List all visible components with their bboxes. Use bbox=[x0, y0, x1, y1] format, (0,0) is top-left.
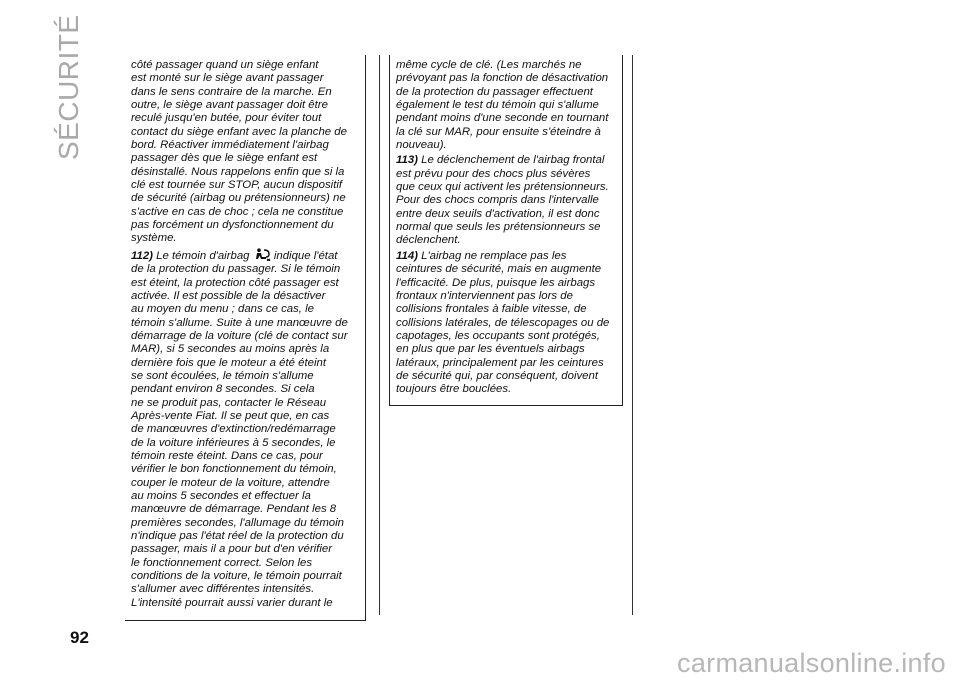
text-line: normal que seuls les prétensionneurs se bbox=[396, 221, 601, 234]
note-112-text-post: indique l'état bbox=[273, 249, 338, 262]
text-line: entre deux seuils d'activation, il est donc bbox=[396, 207, 600, 220]
text-line: désinstallé. Nous rappelons enfin que si la bbox=[131, 165, 345, 178]
text-line: bord. Réactiver immédiatement l'airbag bbox=[131, 139, 329, 152]
text-line: latéraux, principalement par les ceintures bbox=[396, 356, 604, 369]
text-line: témoin reste éteint. Dans ce cas, pour bbox=[131, 449, 323, 462]
text-line: Après-vente Fiat. Il se peut que, en cas bbox=[131, 409, 330, 422]
text-line: témoin s'allume. Suite à une manœuvre de bbox=[131, 316, 348, 329]
text-line: passager, mais il a pour but d'en vérifier bbox=[131, 543, 332, 556]
text-line: Pour des chocs compris dans l'intervalle bbox=[396, 194, 599, 207]
page-number: 92 bbox=[70, 628, 89, 647]
text-line: déclenchent. bbox=[396, 234, 461, 247]
text-line: ceintures de sécurité, mais en augmente bbox=[396, 263, 602, 276]
text-line: s'allumer avec différentes intensités. bbox=[131, 583, 315, 596]
text-line: ne se produit pas, contacter le Réseau bbox=[131, 396, 327, 409]
text-line: est prévu pour des chocs plus sévères bbox=[396, 167, 591, 180]
column-divider-2 bbox=[632, 55, 633, 615]
text-line: pendant environ 8 secondes. Si cela bbox=[131, 383, 315, 396]
text-line: L'intensité pourrait aussi varier durant le bbox=[131, 596, 333, 609]
text-line: capotages, les occupants sont protégés, bbox=[396, 329, 600, 342]
text-line: collisions frontales à faible vitesse, de bbox=[396, 303, 587, 316]
text-line: collisions latérales, de télescopages ou de bbox=[396, 316, 610, 329]
text-line: système. bbox=[131, 232, 177, 245]
text-line: frontaux n'interviennent pas lors de bbox=[396, 289, 573, 302]
text-line: pas forcément un dysfonctionnement du bbox=[131, 219, 334, 232]
text-line: même cycle de clé. (Les marchés ne bbox=[396, 59, 582, 71]
note-114-body bbox=[396, 263, 620, 396]
text-line: vérifier le bon fonctionnement du témoin, bbox=[131, 463, 337, 476]
text-line: MAR), si 5 secondes au moins après la bbox=[131, 343, 330, 356]
text-line: toujours être bouclées. bbox=[396, 383, 512, 396]
text-line: de la voiture inférieures à 5 secondes, le bbox=[131, 436, 336, 449]
text-line: outre, le siège avant passager doit être bbox=[131, 99, 328, 112]
note-112-number: 112) bbox=[131, 249, 153, 262]
text-line: pendant moins d'une seconde en tournant bbox=[396, 112, 609, 125]
note-114-text-first: L'airbag ne remplace pas les bbox=[421, 249, 567, 262]
text-line: est éteint, la protection côté passager est bbox=[131, 276, 339, 289]
text-line: de sécurité qui, par conséquent, doivent bbox=[396, 369, 599, 382]
text-line: passager dès que le siège enfant est bbox=[131, 152, 318, 165]
note-113-first-line bbox=[396, 154, 620, 167]
text-line: également le test du témoin qui s'allume bbox=[396, 99, 599, 112]
text-line: s'active en cas de choc ; cela ne constitue bbox=[131, 205, 344, 218]
text-line: l'efficacité. De plus, puisque les airbags bbox=[396, 276, 596, 289]
text-line: de manœuvres d'extinction/redémarrage bbox=[131, 423, 336, 436]
text-line: est monté sur le siège avant passager bbox=[131, 72, 324, 85]
text-line: en plus que par les éventuels airbags bbox=[396, 343, 585, 356]
text-line: au moins 5 secondes et effectuer la bbox=[131, 490, 311, 502]
note-114-number: 114) bbox=[396, 249, 418, 262]
text-line: n'indique pas l'état réel de la protection du bbox=[131, 530, 344, 543]
col2-paragraph-continued bbox=[396, 59, 620, 152]
text-line: dernière fois que le moteur a été éteint bbox=[131, 356, 327, 369]
text-line: de sécurité (airbag ou prétensionneurs) ne bbox=[131, 192, 346, 205]
passenger-airbag-icon bbox=[253, 248, 271, 261]
column-divider-1 bbox=[379, 55, 380, 615]
text-line: dans le sens contraire de la marche. En bbox=[131, 85, 332, 98]
text-line: activée. Il est possible de la désactiver bbox=[131, 289, 326, 302]
note-114-first-line bbox=[396, 250, 620, 263]
text-line: au moyen du menu ; dans ce cas, le bbox=[131, 303, 314, 316]
site-watermark: carmanualsonline.info bbox=[677, 648, 946, 678]
col1-paragraph-continued bbox=[131, 59, 365, 246]
note-112-first-line bbox=[131, 248, 365, 263]
text-line: couper le moteur de la voiture, attendre bbox=[131, 476, 330, 489]
text-line: premières secondes, l'allumage du témoin bbox=[131, 516, 345, 529]
section-title: SÉCURITÉ bbox=[53, 14, 84, 160]
text-line: prévoyant pas la fonction de désactivation bbox=[396, 72, 609, 85]
text-line: manœuvre de démarrage. Pendant les 8 bbox=[131, 503, 337, 516]
text-line: démarrage de la voiture (clé de contact sur bbox=[131, 329, 348, 342]
text-line: clé est tournée sur STOP, aucun dispositif bbox=[131, 179, 343, 192]
note-112-text-pre: Le témoin d'airbag bbox=[156, 249, 250, 262]
text-line: contact du siège enfant avec la planche de bbox=[131, 125, 347, 138]
text-line: conditions de la voiture, le témoin pourrait bbox=[131, 570, 342, 583]
text-line: nouveau). bbox=[396, 139, 447, 152]
note-113-number: 113) bbox=[396, 154, 418, 167]
column-1-text bbox=[131, 59, 365, 610]
note-113-text-first: Le déclenchement de l'airbag frontal bbox=[421, 154, 605, 167]
note-112-body bbox=[131, 263, 365, 610]
text-line: le fonctionnement correct. Selon les bbox=[131, 556, 313, 569]
text-line: se sont écoulées, le témoin s'allume bbox=[131, 369, 314, 382]
text-line: que ceux qui activent les prétensionneurs. bbox=[396, 181, 609, 194]
text-line: reculé jusqu'en butée, pour éviter tout bbox=[131, 112, 322, 125]
note-113-body bbox=[396, 168, 620, 248]
column-2-text bbox=[396, 59, 620, 397]
text-line: côté passager quand un siège enfant bbox=[131, 59, 319, 71]
text-line: de la protection du passager effectuent bbox=[396, 85, 593, 98]
text-line: la clé sur MAR, pour ensuite s'éteindre à bbox=[396, 125, 601, 138]
text-line: de la protection du passager. Si le témoin bbox=[131, 263, 341, 276]
